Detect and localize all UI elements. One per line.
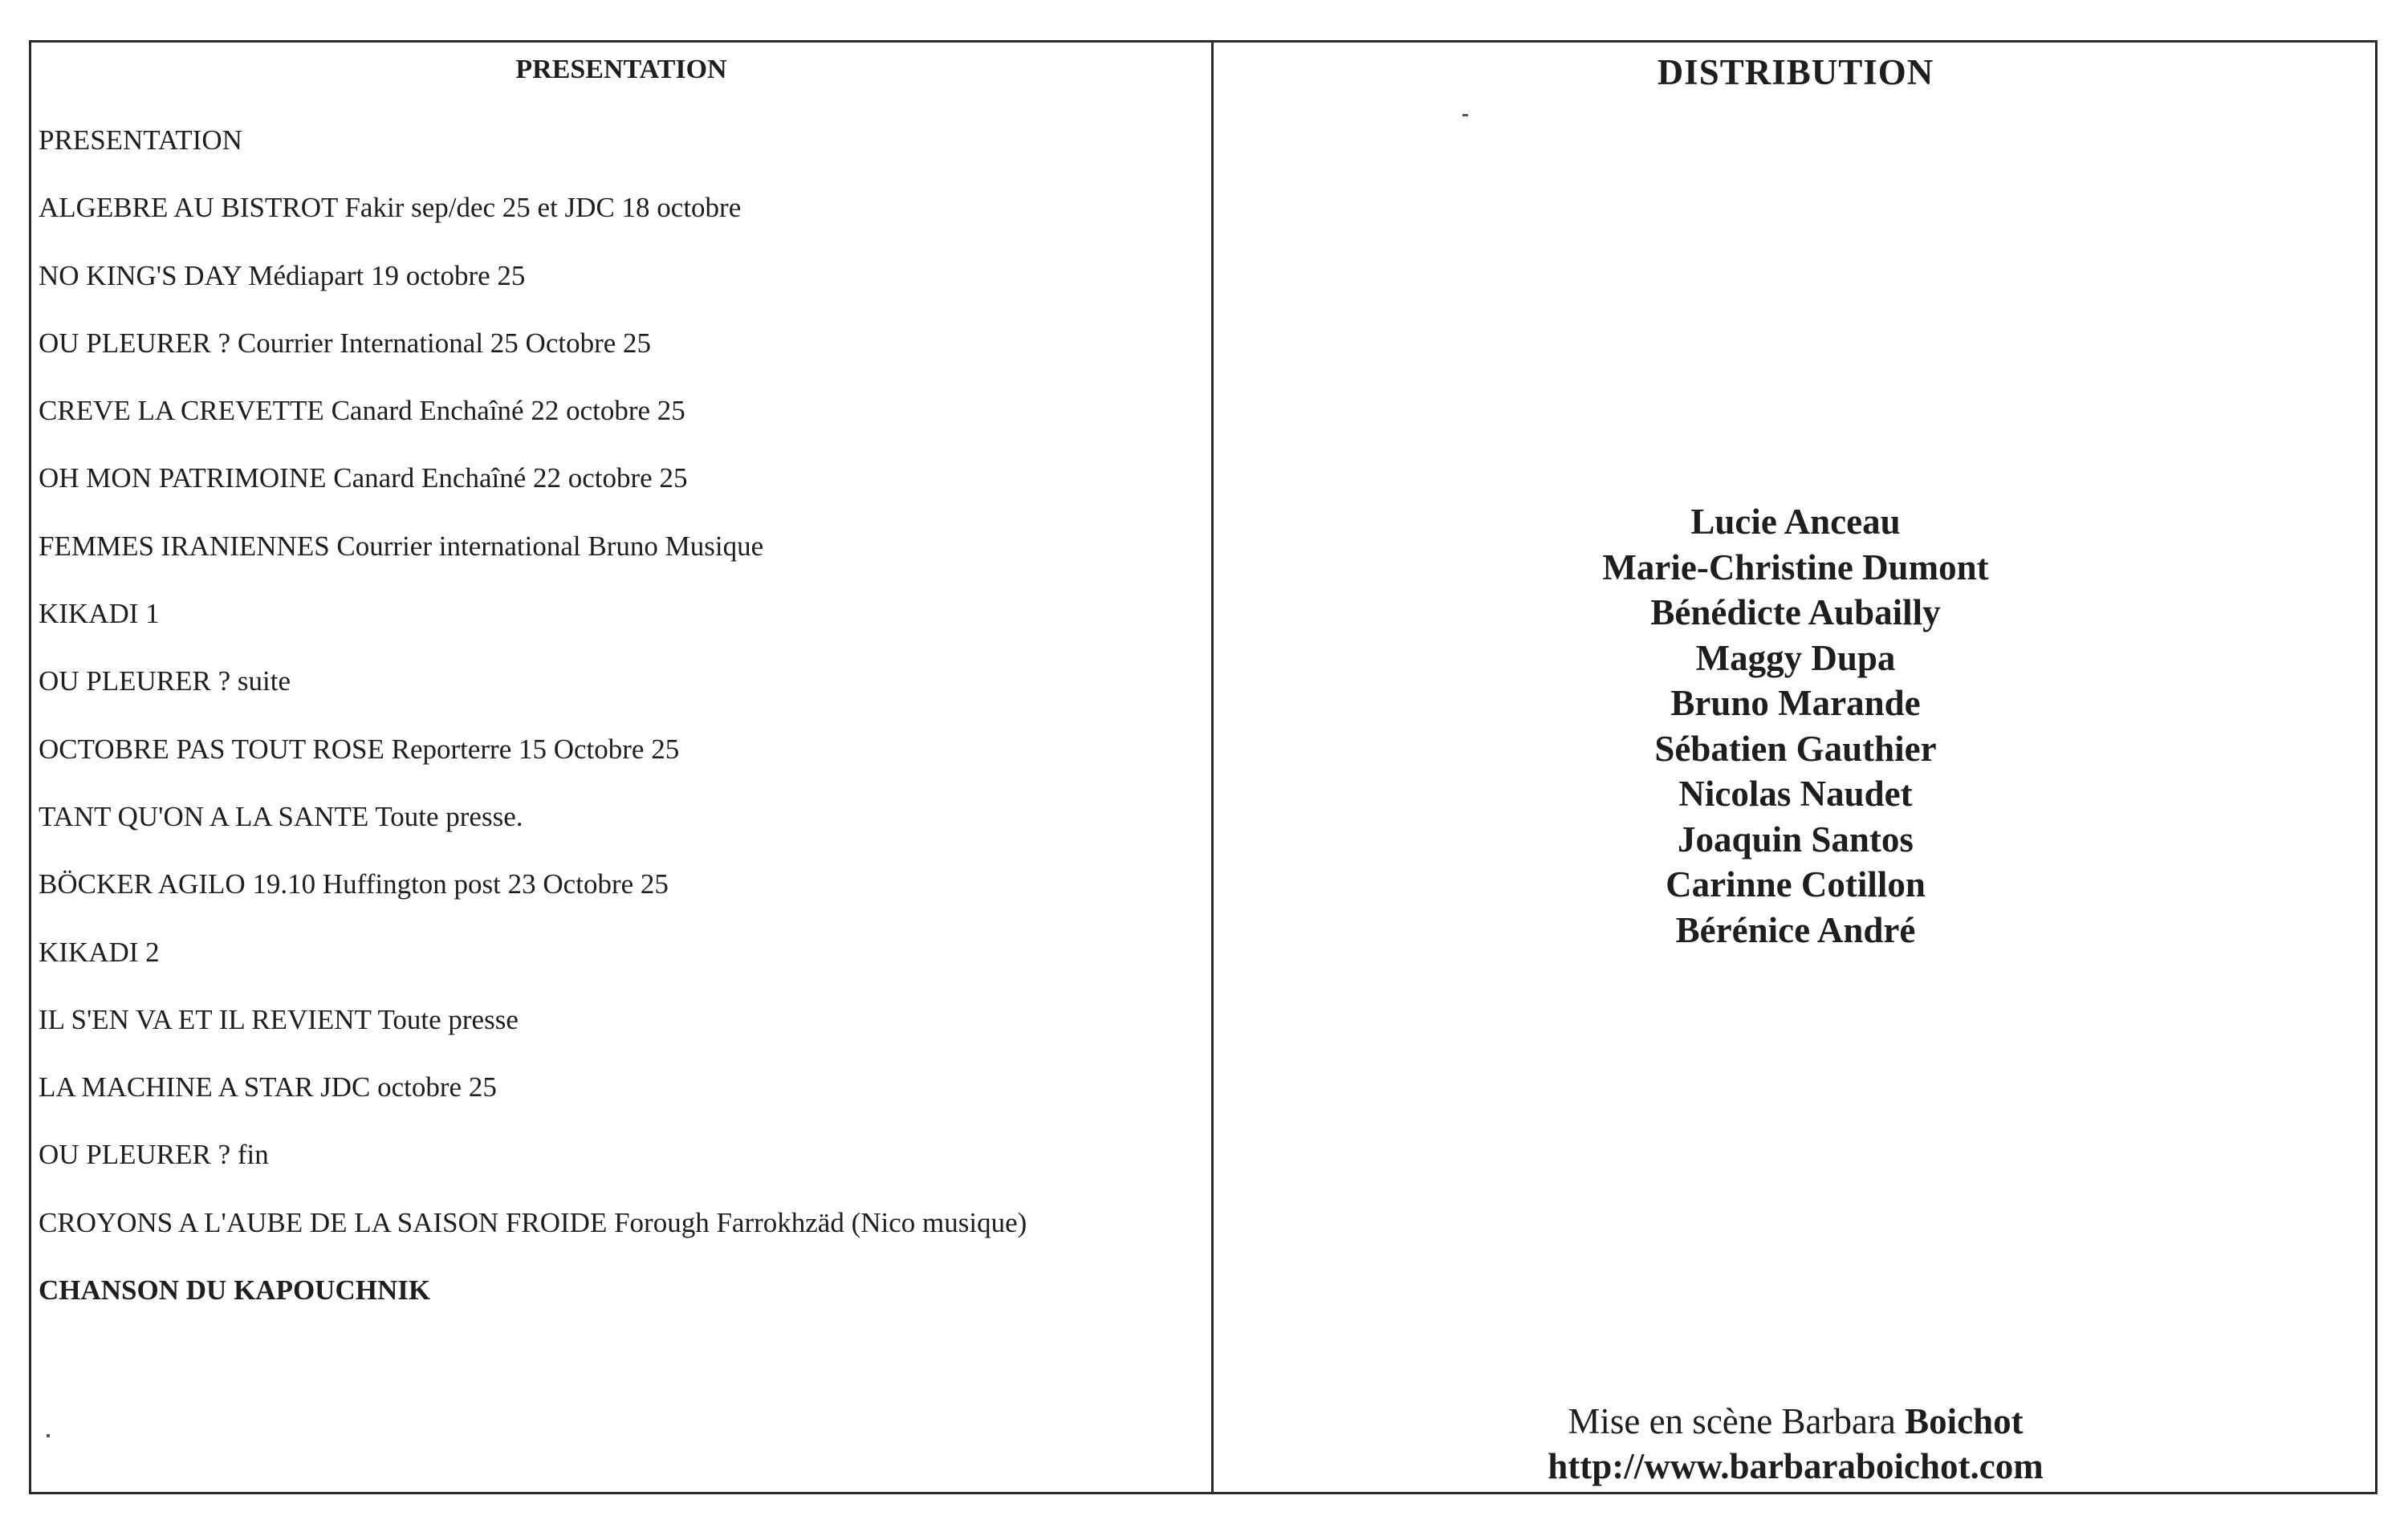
program-item bbox=[39, 1270, 1027, 1338]
cast-member: Nicolas Naudet bbox=[1678, 774, 1913, 814]
program-item-title: CROYONS A L'AUBE DE LA SAISON FROIDE bbox=[39, 1206, 608, 1238]
program-item bbox=[39, 797, 1027, 864]
scan-speck bbox=[1462, 114, 1468, 116]
program-item-source: Forough Farrokhzäd (Nico musique) bbox=[614, 1206, 1027, 1238]
program-item bbox=[39, 933, 1027, 1000]
program-item bbox=[39, 864, 1027, 932]
program-item bbox=[39, 729, 1027, 797]
cast-member: Bérénice André bbox=[1675, 909, 1916, 950]
cast-member: Bruno Marande bbox=[1670, 683, 1921, 723]
program-item-title: FEMMES IRANIENNES bbox=[39, 530, 330, 562]
program-item-title: PRESENTATION bbox=[39, 124, 242, 156]
program-item-title: KIKADI 2 bbox=[39, 936, 160, 968]
program-item bbox=[39, 594, 1027, 661]
cast-member: Maggy Dupa bbox=[1695, 637, 1896, 678]
program-item-title: CHANSON DU KAPOUCHNIK bbox=[39, 1274, 431, 1307]
program-item-source: Canard Enchaîné 22 octobre 25 bbox=[331, 395, 685, 427]
director-label: Mise en scène Barbara bbox=[1568, 1401, 1896, 1441]
program-item-title: CREVE LA CREVETTE bbox=[39, 395, 324, 427]
program-item bbox=[39, 188, 1027, 255]
cast-member: Sébatien Gauthier bbox=[1654, 728, 1937, 769]
program-item-title: NO KING'S DAY bbox=[39, 259, 242, 291]
program-item-title: LA MACHINE A STAR bbox=[39, 1071, 314, 1103]
program-item-source: Toute presse bbox=[377, 1003, 519, 1035]
program-item-title: OCTOBRE PAS TOUT ROSE bbox=[39, 733, 384, 765]
cast-list bbox=[1214, 499, 2377, 953]
program-item bbox=[39, 661, 1027, 729]
credits-footer bbox=[1214, 1399, 2377, 1489]
program-item bbox=[39, 391, 1027, 458]
program-item bbox=[39, 526, 1027, 594]
program-item-source: Médiapart 19 octobre 25 bbox=[248, 259, 526, 291]
program-item bbox=[39, 1000, 1027, 1067]
program-item-title: ALGEBRE AU BISTROT bbox=[39, 192, 338, 224]
program-item-source: Fakir sep/dec 25 et JDC 18 octobre bbox=[344, 192, 742, 224]
program-item-source: Canard Enchaîné 22 octobre 25 bbox=[333, 462, 688, 494]
cast-member: Bénédicte Aubailly bbox=[1650, 592, 1941, 632]
program-item-source: Reporterre 15 Octobre 25 bbox=[391, 733, 680, 765]
program-item bbox=[39, 458, 1027, 526]
program-item bbox=[39, 1135, 1027, 1202]
program-list bbox=[39, 120, 1027, 1338]
distribution-heading: DISTRIBUTION bbox=[1657, 52, 1934, 92]
cast-member: Joaquin Santos bbox=[1678, 819, 1914, 860]
scan-speck bbox=[47, 1434, 50, 1437]
program-item-title: OU PLEURER ? bbox=[39, 665, 231, 697]
program-item-source: JDC octobre 25 bbox=[320, 1071, 497, 1103]
director-line bbox=[1214, 1399, 2377, 1444]
program-item bbox=[39, 323, 1027, 391]
cast-member: Marie-Christine Dumont bbox=[1602, 547, 1989, 587]
program-item-source: Toute presse. bbox=[375, 800, 523, 832]
program-item-title: BÖCKER AGILO bbox=[39, 868, 246, 900]
program-item-title: OU PLEURER ? bbox=[39, 327, 231, 359]
program-item-title: TANT QU'ON A LA SANTE bbox=[39, 800, 369, 832]
program-item-title: IL S'EN VA ET IL REVIENT bbox=[39, 1003, 372, 1035]
program-heading: PRESENTATION bbox=[515, 55, 727, 84]
cast-member: Carinne Cotillon bbox=[1666, 864, 1926, 904]
program-item-source: 19.10 Huffington post 23 Octobre 25 bbox=[252, 868, 669, 900]
program-item-source: suite bbox=[237, 665, 291, 697]
program-item bbox=[39, 1067, 1027, 1135]
program-item-title: OH MON PATRIMOINE bbox=[39, 462, 327, 494]
program-item bbox=[39, 256, 1027, 323]
program-item-source: Courrier international Bruno Musique bbox=[336, 530, 764, 562]
program-item bbox=[39, 1203, 1027, 1270]
program-item-title: OU PLEURER ? bbox=[39, 1139, 231, 1171]
director-name: Boichot bbox=[1905, 1401, 2024, 1441]
program-item-source: fin bbox=[237, 1139, 269, 1171]
program-item bbox=[39, 120, 1027, 188]
program-item-title: KIKADI 1 bbox=[39, 598, 160, 630]
website-link[interactable]: http://www.barbaraboichot.com bbox=[1548, 1446, 2044, 1486]
cast-member: Lucie Anceau bbox=[1690, 502, 1901, 542]
program-item-source: Courrier International 25 Octobre 25 bbox=[237, 327, 652, 359]
